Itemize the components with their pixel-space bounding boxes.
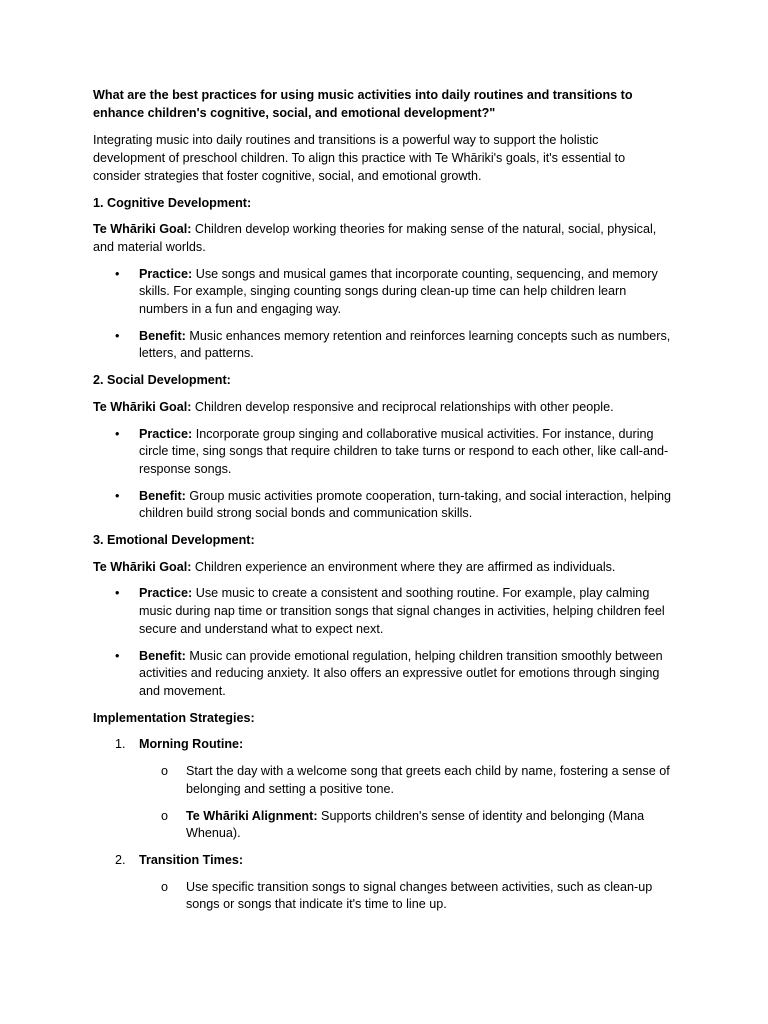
goal-label: Te Whāriki Goal: [93,399,192,414]
bullet-text: Use music to create a consistent and soothing routine. For example, play calming music during nap time or transition songs that signal changes in activities, helping children feel secure and understand what to expect next. [139,586,665,636]
list-number: 1. [115,737,126,752]
numbered-item-title [93,736,672,754]
item-title: Morning Routine: [139,737,244,752]
sub-text: Start the day with a welcome song that greets each child by name, fostering a sense of belonging and setting a positive tone. [186,764,670,796]
list-item [93,852,672,914]
bullet-label: Benefit: [139,648,186,663]
bullet-label: Practice: [139,266,193,281]
sub-list [93,879,672,914]
section-social [93,372,672,523]
bullet-list [93,585,672,700]
list-number: 2. [115,852,126,867]
list-item [93,328,672,363]
list-item [93,266,672,319]
bullet-text: Music can provide emotional regulation, helping children transition smoothly between activities and reducing anxiety. It also offers an expressive outlet for emotions through singing and movement. [139,648,663,698]
sub-text: Use specific transition songs to signal changes between activities, such as clean-up songs or songs that indicate it's time to line up. [186,879,653,912]
goal-text: Children experience an environment where they are affirmed as individuals. [191,559,616,574]
sub-bullet-marker: o [161,808,169,823]
bullet-text: Group music activities promote cooperation, turn-taking, and social interaction, helping children build strong social bonds and communication skills. [139,488,672,521]
sub-bullet-marker: o [161,764,169,779]
section-heading: Implementation Strategies: [93,710,255,725]
numbered-list [93,736,672,914]
bullet-list [93,426,672,524]
section-heading: 1. Cognitive Development: [93,195,252,210]
item-title: Transition Times: [139,852,244,867]
bullet-label: Practice: [139,586,193,601]
bullet-label: Practice: [139,426,193,441]
list-item [93,488,672,523]
goal-paragraph [93,399,672,417]
section-heading: 3. Emotional Development: [93,533,255,548]
goal-label: Te Whāriki Goal: [93,559,192,574]
sub-text: Supports children's sense of identity and belonging (Mana Whenua). [186,808,645,841]
numbered-item-title [93,852,672,870]
bullet-label: Benefit: [139,328,186,343]
bullet-text: Music enhances memory retention and reinforces learning concepts such as numbers, letters, and patterns. [139,328,671,361]
goal-paragraph [93,559,672,577]
sub-label: Te Whāriki Alignment: [186,808,318,823]
goal-label: Te Whāriki Goal: [93,222,192,237]
list-item [93,763,672,798]
list-item [93,648,672,701]
bullet-text: Incorporate group singing and collaborative musical activities. For instance, during circle time, sing songs that require children to take turns or respond to each other, like call-and-response songs. [139,426,669,476]
list-item [93,426,672,479]
list-item [93,585,672,638]
sub-bullet-marker: o [161,879,169,894]
bullet-text: Use songs and musical games that incorporate counting, sequencing, and memory skills. For example, singing counting songs during clean-up time can help children learn numbers in a fun and engaging way. [139,266,658,317]
bullet-list [93,266,672,364]
list-item [93,879,672,914]
goal-text: Children develop responsive and reciprocal relationships with other people. [191,399,614,414]
section-implementation [93,710,672,914]
bullet-label: Benefit: [139,488,186,503]
section-emotional [93,532,672,701]
goal-paragraph [93,221,672,256]
section-cognitive [93,195,672,364]
list-item [93,808,672,843]
list-item [93,736,672,843]
goal-text: Children develop working theories for making sense of the natural, social, physical, and material worlds. [93,222,657,254]
intro-paragraph: Integrating music into daily routines and transitions is a powerful way to support the holistic development of preschool children. To align this practice with Te Whāriki's goals, it's essential to consider strategies that foster cognitive, social, and emotional growth. [93,133,626,183]
section-heading: 2. Social Development: [93,373,231,388]
document-title: What are the best practices for using music activities into daily routines and transitions to enhance children's cognitive, social, and emotional development?" [93,88,633,120]
sub-list [93,763,672,843]
